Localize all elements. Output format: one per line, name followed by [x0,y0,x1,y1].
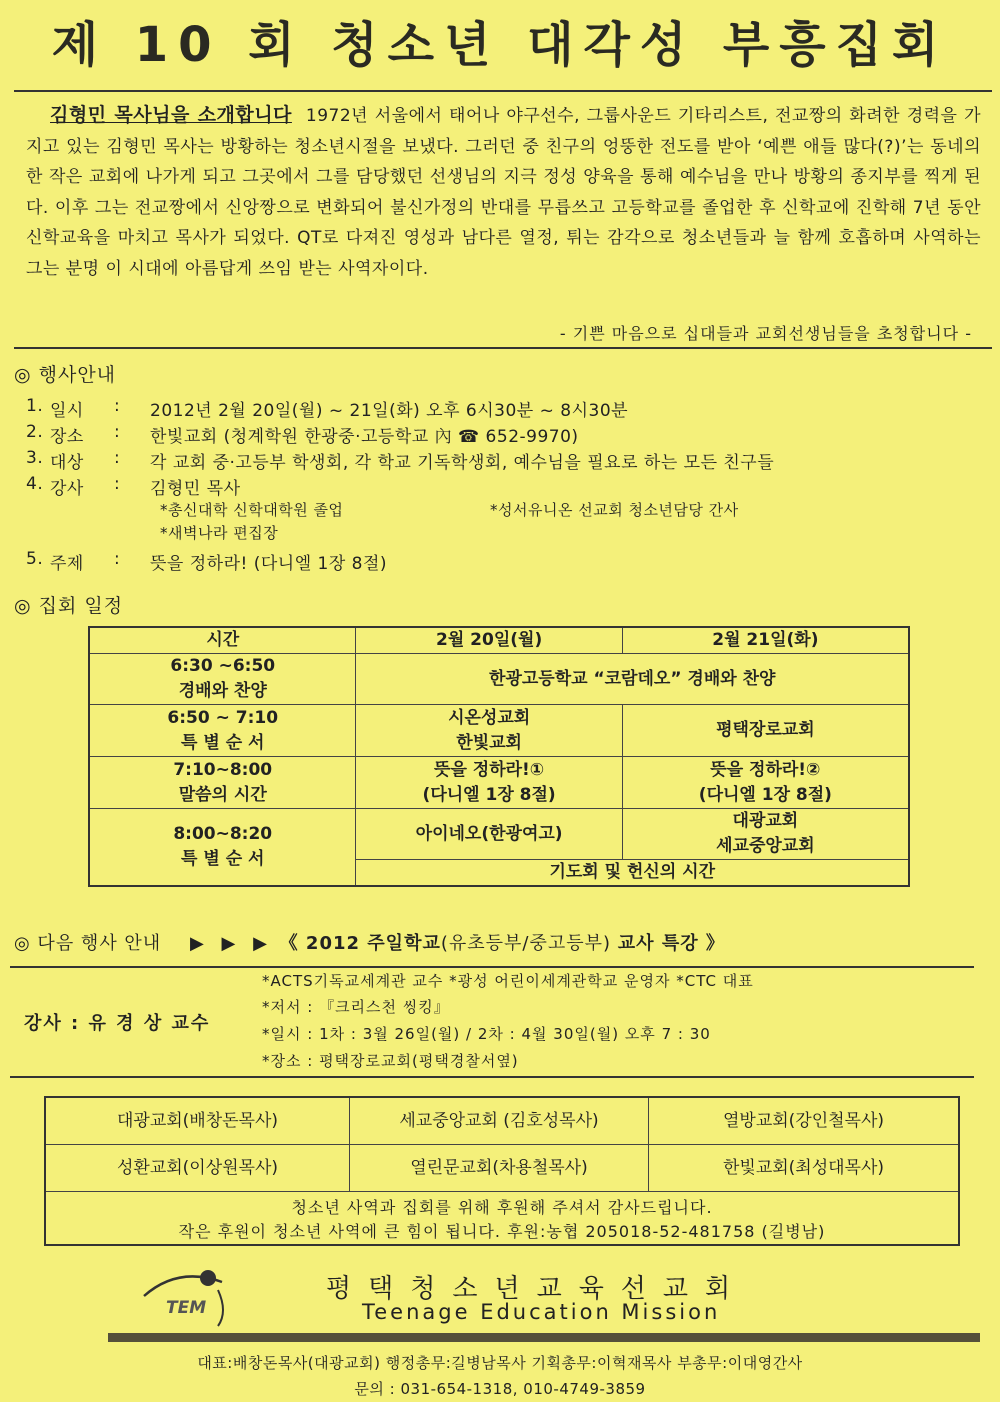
schedule-cell: 뜻을 정하라!② (다니엘 1장 8절) [622,757,909,809]
table-row [89,705,909,757]
arrow-icons: ▶ ▶ ▶ [189,933,273,954]
org-name-ko: 평택청소년교육선교회 [326,1274,748,1304]
logo-text: TEM [166,1298,207,1318]
divider [14,90,992,92]
intro-text: 1972년 서울에서 태어나 야구선수, 그룹사운드 기타리스트, 전교짱의 화려한 경력을 가지고 있는 김형민 목사는 방황하는 청소년시절을 보냈다. 그러던 중 친구의 엉뚱한 전도를 받아 ‘예쁜 애들 많다(?)’는 동네의 한 작은 교회에 나가게 되고 그곳에서 그를 담당했던 선생님의 지극 정성 양육을 통해 예수님을 만나 방황의 종지부를 찍게 된다. 이후 그는 전교짱에서 신앙짱으로 변화되어 불신가정의 반대를 무릅쓰고 고등학교를 졸업한 후 신학교에 진학해 7년 동안 신학교육을 마치고 목사가 되었다. QT로 다져진 영성과 남다른 열정, 튀는 감각으로 청소년들과 늘 함께 호흡하며 사역하는 그는 분명 이 시대에 아름답게 쓰임 받는 사역자이다. [26,106,981,279]
speaker-note: *총신대학 신학대학원 졸업 [160,501,344,519]
supporter-church: 세교중앙교회 (김호성목사) [399,1111,599,1131]
table-row [89,627,909,654]
table-header: 2월 21일(화) [622,627,909,654]
schedule-cell: 기도회 및 헌신의 시간 [356,860,909,887]
speaker-note: *성서유니온 선교회 청소년담당 간사 [490,501,739,519]
thanks-line: 청소년 사역과 집회를 위해 후원해 주셔서 감사드립니다. [291,1198,713,1217]
schedule-cell: 평택장로교회 [622,705,909,757]
speaker-note: *새벽나라 편집장 [160,524,279,542]
schedule-cell: 뜻을 정하라!① (다니엘 1장 8절) [356,757,622,809]
time-cell: 6:30 ~6:50 경배와 찬양 [89,654,356,705]
time-cell: 7:10~8:00 말씀의 시간 [89,757,356,809]
supporter-church: 한빛교회(최성대목사) [722,1158,885,1178]
schedule-cell: 한광고등학교 “코람데오” 경배와 찬양 [356,654,909,705]
time-cell: 8:00~8:20 특 별 순 서 [89,809,356,887]
table-row [89,654,909,705]
donation-line: 작은 후원이 청소년 사역에 큰 힘이 됩니다. 후원:농협 205018-52-481758 (길병남) [178,1222,826,1241]
schedule-heading: ◎ 집회 일정 [14,595,124,617]
schedule-cell: 시온성교회 한빛교회 [356,705,622,757]
schedule-cell: 대광교회 세교중앙교회 [622,809,909,860]
lecturer-book: *저서 : 『크리스천 씽킹』 [262,998,450,1016]
footer-contact: 문의 : 031-654-1318, 010-4749-3859 [354,1380,646,1398]
supporters-box [44,1096,960,1246]
supporter-church: 열방교회(강인철목사) [722,1111,885,1131]
table-header: 2월 20일(월) [356,627,622,654]
tem-logo [138,1262,238,1332]
lecturer-info: *ACTS기독교세계관 교수 *광성 어린이세계관학교 운영자 *CTC 대표 [262,972,754,990]
divider [10,1076,974,1078]
schedule-cell: 아이네오(한광여고) [356,809,622,860]
supporter-church: 성환교회(이상원목사) [116,1158,279,1178]
poster-title: 제 10 회 청소년 대각성 부흥집회 [51,17,949,73]
lecture-date: *일시 : 1차 : 3월 26일(월) / 2차 : 4월 30일(월) 오후 7 : 30 [262,1025,711,1043]
supporter-church: 대광교회(배창돈목사) [116,1111,279,1131]
table-header: 시간 [89,627,356,654]
table-row [89,757,909,809]
time-cell: 6:50 ~ 7:10 특 별 순 서 [89,705,356,757]
lecture-place: *장소 : 평택장로교회(평택경찰서옆) [262,1052,519,1070]
footer-bar [108,1333,980,1342]
divider [10,966,974,968]
intro-heading: 김형민 목사님을 소개합니다 [50,104,292,126]
event-info-heading: ◎ 행사안내 [14,364,117,386]
event-info-list: 1. 일시 : 2012년 2월 20일(월) ~ 21일(화) 오후 6시30분 ~ 8시30분 2. 장소 : 한빛교회 (청계학원 한광중·고등학교 內 ☎ 652-9970) 3. 대상 : 각 교회 중·고등부 학생회, 각 학교 기독학생회, 예수님을 필요로 하는 모든 친구들 4. 강사 : 김형민 목사 *총신대학 신학대학원 졸업 *성서유니온 선교회 청소년담당 간사 *새벽나라 편집장 5. 주제 : 뜻을 정하라! (다니엘 1장 8절) [26,396,775,574]
next-event-heading: ◎ 다음 행사 안내 ▶ ▶ ▶ 《 2012 주일학교(유초등부/중고등부) 교사 특강 》 [14,933,725,954]
table-row [89,809,909,860]
lecturer-name: 강사 : 유 경 상 교수 [24,1013,211,1034]
intro-paragraph [26,100,981,284]
invite-line: - 기쁜 마음으로 십대들과 교회선생님들을 초청합니다 - [559,324,972,343]
tem-logo-icon [138,1262,238,1332]
schedule-table [88,626,910,887]
org-name-en: Teenage Education Mission [362,1300,721,1324]
divider [14,347,992,349]
supporter-church: 열린문교회(차용철목사) [410,1158,588,1178]
footer-staff: 대표:배창돈목사(대광교회) 행정총무:길병남목사 기획총무:이혁재목사 부총무:이대영간사 [197,1354,803,1372]
